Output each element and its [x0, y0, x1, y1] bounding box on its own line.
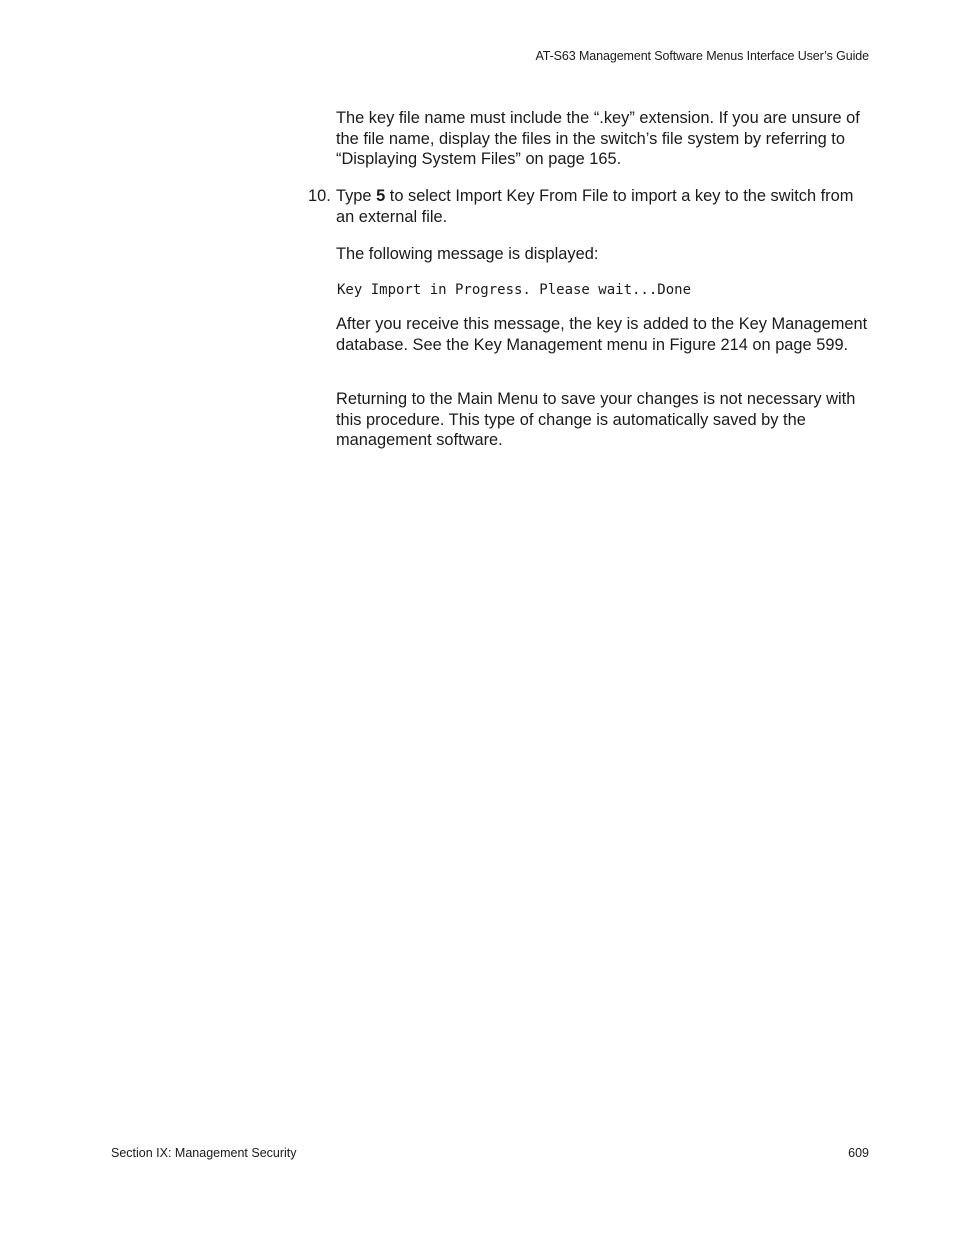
paragraph-key-file-name: The key file name must include the “.key” extension. If you are unsure of the file name, display the files in the switch’s file system by referring to “Displaying System Files” on page 165. — [336, 109, 860, 168]
footer-section-title: Section IX: Management Security — [111, 1146, 297, 1160]
code-message: Key Import in Progress. Please wait...Done — [337, 282, 692, 298]
footer-page-number: 609 — [848, 1146, 869, 1160]
paragraph-following-message: The following message is displayed: — [336, 245, 599, 263]
step-number: 10. — [308, 187, 331, 205]
page-header-title: AT-S63 Management Software Menus Interface User’s Guide — [535, 49, 869, 63]
step-text-after: to select Import Key From File to import a key to the switch from an external file. — [336, 187, 854, 226]
step-text-before: Type — [336, 187, 377, 205]
paragraph-after-receive: After you receive this message, the key is added to the Key Management database. See the Key Management menu in Figure 214 on page 599. — [336, 315, 868, 354]
step-text — [336, 186, 871, 227]
list-item-step-10 — [308, 186, 871, 227]
paragraph-returning-main-menu: Returning to the Main Menu to save your changes is not necessary with this procedure. This type of change is automatically saved by the management software. — [336, 390, 856, 449]
step-bold-value: 5 — [376, 187, 386, 205]
